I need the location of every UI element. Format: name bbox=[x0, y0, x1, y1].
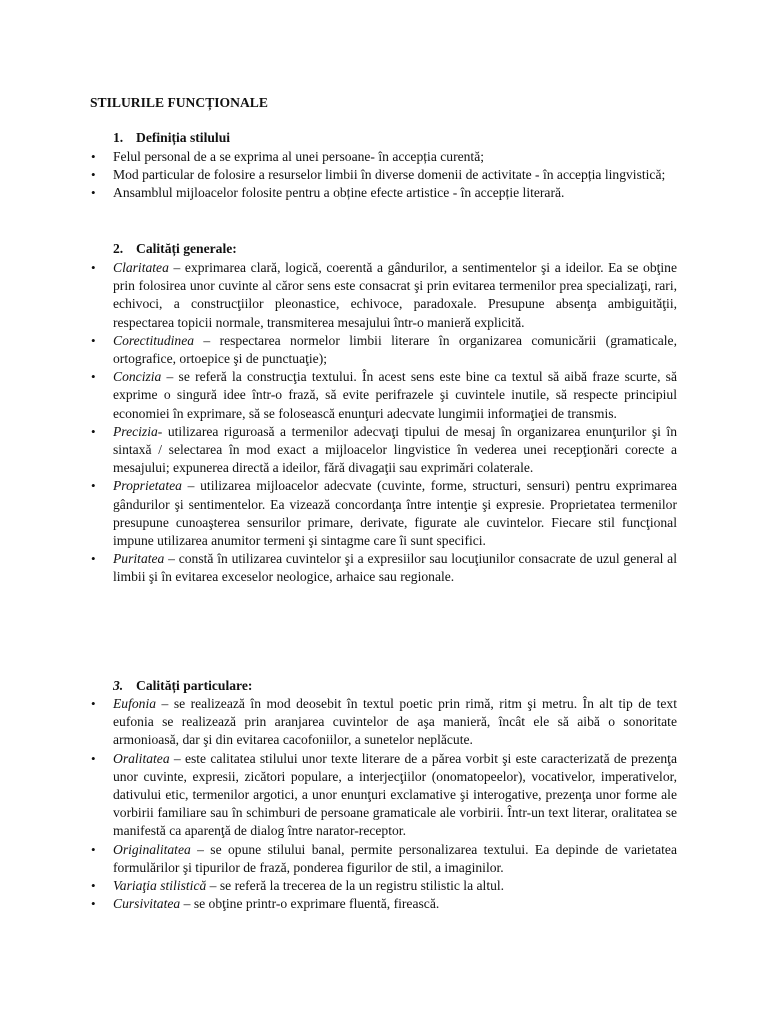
document-title: STILURILE FUNCȚIONALE bbox=[90, 95, 268, 110]
list-item: • Eufonia – se realizează în mod deosebit în textul poetic prin rimă, ritm şi metru. În alt tip de text eufonia se realizează prin aranjarea cuvintelor de aşa manieră, încât ele să aibă o sonoritate armonioasă, dar şi din evitarea cacofoniilor, a sunetelor neplăcute. bbox=[113, 695, 677, 750]
section-list-definitia bbox=[113, 148, 677, 203]
list-item: • Precizia- utilizarea riguroasă a termenilor adecvaţi tipului de mesaj în organizarea enunţurilor şi în sintaxă / selectarea în mod exact a mijloacelor lingvistice în vederea unei recepţionări corecte a mesajului; expunerea directă a ideilor, fără divagaţii sau exprimări colaterale. bbox=[113, 423, 677, 478]
list-item: • Ansamblul mijloacelor folosite pentru a obține efecte artistice - în accepție literară. bbox=[113, 184, 677, 202]
list-item: • Oralitatea – este calitatea stilului unor texte literare de a părea vorbit şi este caracterizată de prezenţa unor cuvinte, expresii, zicători populare, a interjecţiilor (onomatopeelor), vocativelor, imperativelor, dativului etic, termenilor argotici, a unor enunţuri exclamative şi interogative, prezenţa unor forme ale vorbirii familiare sau în schimburi de persoane gramaticale ale vorbirii. Într-un text literar, oralitatea se manifestă ca aparenţă de dialog între narator-receptor. bbox=[113, 750, 677, 841]
section-heading-definitia bbox=[113, 129, 230, 147]
list-item: • Felul personal de a se exprima al unei persoane- în accepția curentă; bbox=[113, 148, 677, 166]
list-item: • Variaţia stilistică – se referă la trecerea de la un registru stilistic la altul. bbox=[113, 877, 677, 895]
list-item: • Cursivitatea – se obţine printr-o exprimare fluentă, firească. bbox=[113, 895, 677, 913]
list-item: • Puritatea – constă în utilizarea cuvintelor şi a expresiilor sau locuţiunilor consacrate de uzul general al limbii şi în evitarea exceselor neologice, arhaice sau regionale. bbox=[113, 550, 677, 586]
list-item: • Corectitudinea – respectarea normelor limbii literare în organizarea comunicării (gramaticale, ortografice, ortoepice şi de punctuaţie); bbox=[113, 332, 677, 368]
list-item: • Originalitatea – se opune stilului banal, permite personalizarea textului. Ea depinde de varietatea formulărilor şi tipurilor de frază, ponderea figurilor de stil, a imaginilor. bbox=[113, 841, 677, 877]
section-number: 2. bbox=[113, 241, 124, 256]
list-item: • Claritatea – exprimarea clară, logică, coerentă a gândurilor, a sentimentelor şi a ideilor. Ea se obţine prin folosirea unor cuvinte al căror sens este consacrat şi prin evitarea termenilor prea specializaţi, rari, echivoci, a construcţiilor pleonastice, echivoce, paradoxale. Presupune absenţa ambiguităţii, respectarea topicii normale, transmiterea mesajului într-o manieră explicită. bbox=[113, 259, 677, 332]
section-title: Definiția stilului bbox=[136, 130, 231, 145]
section-list-calitati-generale bbox=[113, 259, 677, 587]
section-title: Calități generale: bbox=[136, 241, 237, 256]
list-item: • Proprietatea – utilizarea mijloacelor adecvate (cuvinte, forme, structuri, sensuri) pentru exprimarea gândurilor şi sentimentelor. Ea vizează concordanţa între intenţie şi expresie. Proprietatea termenilor presupune cunoaşterea sensurilor primare, derivate, figurate ale cuvintelor. Fiecare stil funcţional impune utilizarea anumitor termeni şi sintagme care îi sunt specifici. bbox=[113, 477, 677, 550]
section-heading-calitati-generale bbox=[113, 240, 237, 258]
list-item: • Mod particular de folosire a resurselor limbii în diverse domenii de activitate - în accepția lingvistică; bbox=[113, 166, 677, 184]
section-title: Calități particulare: bbox=[136, 678, 253, 693]
section-list-calitati-particulare bbox=[113, 695, 677, 913]
section-heading-calitati-particulare bbox=[113, 677, 252, 695]
section-number: 1. bbox=[113, 130, 124, 145]
section-number: 3. bbox=[113, 678, 124, 693]
list-item: • Concizia – se referă la construcţia textului. În acest sens este bine ca textul să aibă fraze scurte, să exprime o singură idee într-o frază, să evite perifrazele şi cuvintele inutile, să respecte principiul economiei în exprimare, să se folosească enunţuri adecvate lungimii informaţiei de transmis. bbox=[113, 368, 677, 423]
